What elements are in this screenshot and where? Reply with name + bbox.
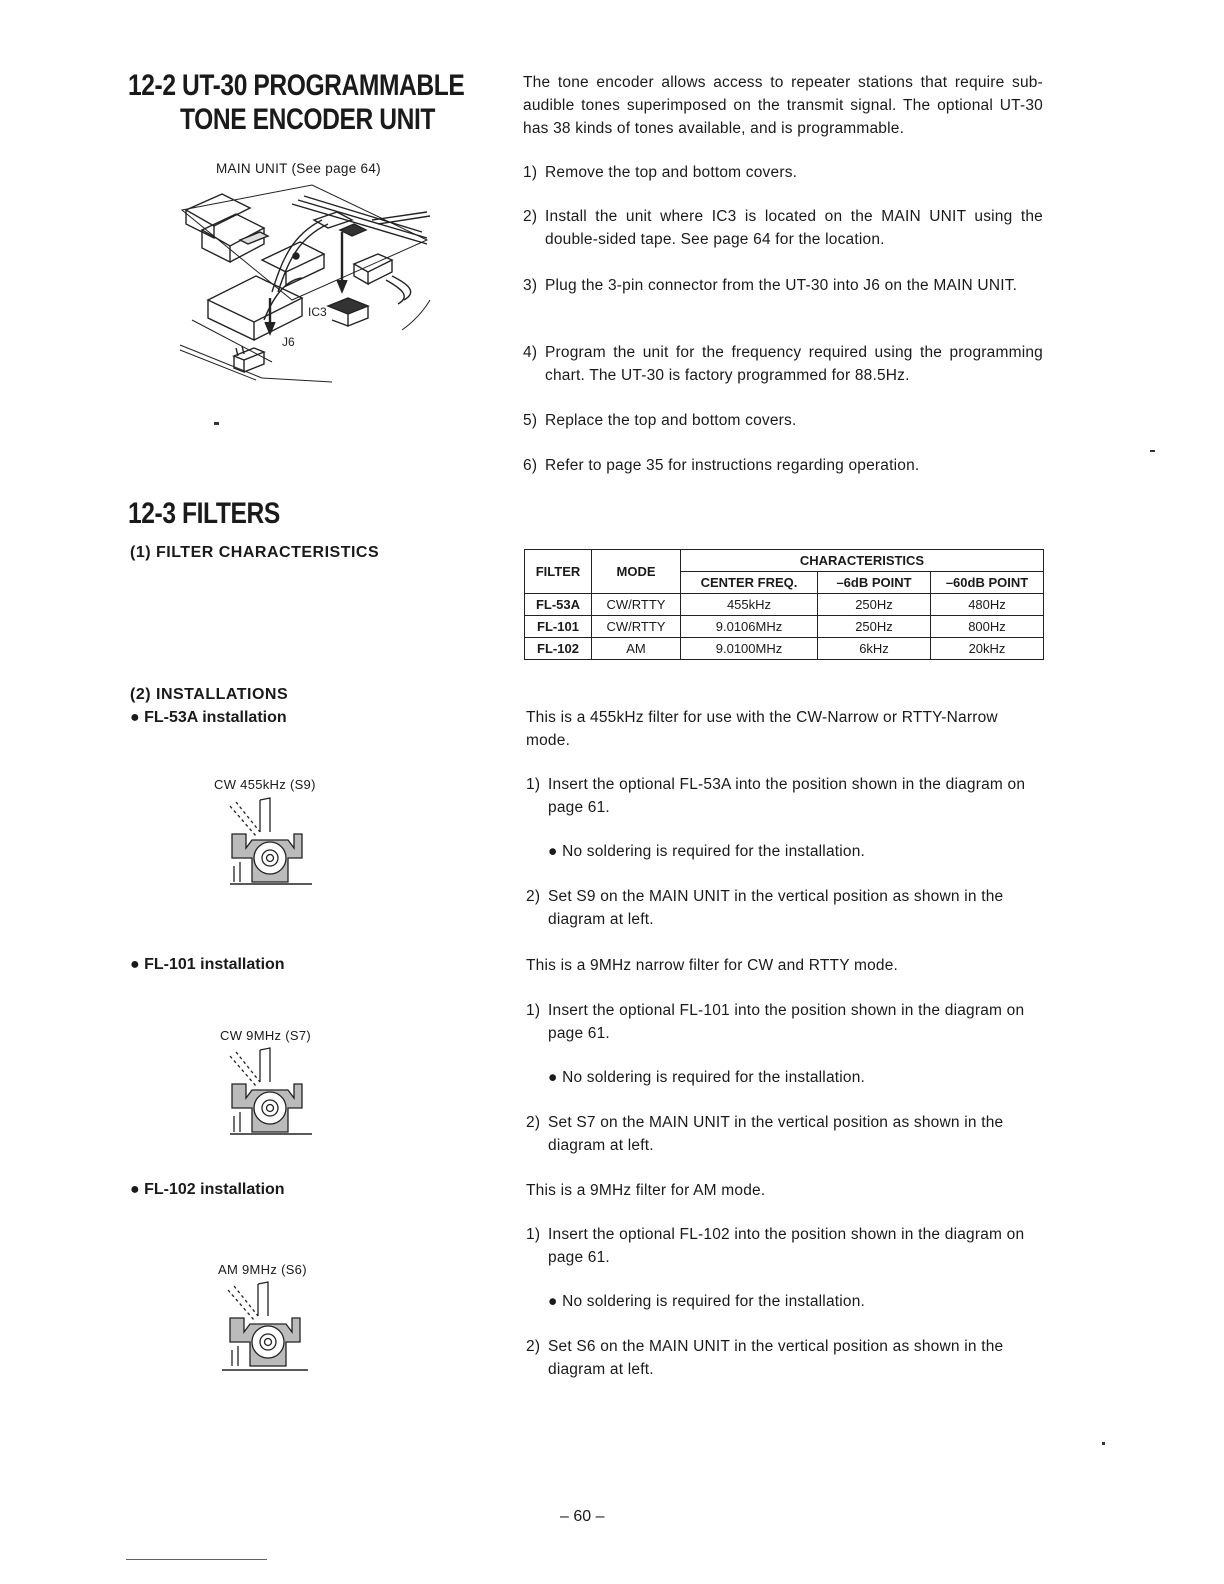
col-filter-header: FILTER [525,550,592,594]
fl101-switch-caption: CW 9MHz (S7) [220,1028,311,1043]
scan-speck [1102,1442,1105,1445]
j6-label: J6 [282,335,295,349]
sub-60db-header: –60dB POINT [931,572,1044,594]
installations-heading: (2) INSTALLATIONS [130,686,289,703]
fl102-intro: This is a 9MHz filter for AM mode. [526,1182,766,1199]
fl53a-switch-caption: CW 455kHz (S9) [214,777,316,792]
table-row: FL-102 AM 9.0100MHz 6kHz 20kHz [525,638,1044,660]
fl53a-switch-diagram [222,796,314,888]
section-12-2-title-line1: 12-2 UT-30 PROGRAMMABLE [128,69,465,102]
fl102-switch-caption: AM 9MHz (S6) [218,1262,307,1277]
section-12-2-title-line2: TONE ENCODER UNIT [180,103,435,136]
page-number: – 60 – [560,1508,605,1525]
col-characteristics-header: CHARACTERISTICS [681,550,1044,572]
fl53a-intro: This is a 455kHz filter for use with the CW-Narrow or RTTY-Narrow mode. [526,709,998,749]
filter-characteristics-table [524,549,1044,660]
fl53a-no-solder-note: ● No soldering is required for the installation. [548,843,866,860]
table-row: FL-53A CW/RTTY 455kHz 250Hz 480Hz [525,594,1044,616]
ic3-label: IC3 [308,305,327,319]
ut30-intro-paragraph: The tone encoder allows access to repeater stations that require sub-audible tones superimposed on the transmit signal. The optional UT-30 has 38 kinds of tones available, and is programmable. [523,74,1043,137]
fl102-no-solder-note: ● No soldering is required for the installation. [548,1293,866,1310]
scan-edge-line [126,1559,267,1560]
fl101-switch-diagram [222,1046,314,1138]
table-row: FL-101 CW/RTTY 9.0106MHz 250Hz 800Hz [525,616,1044,638]
filter-characteristics-heading: (1) FILTER CHARACTERISTICS [130,544,380,561]
fl101-heading: ● FL-101 installation [130,956,285,973]
scan-speck [214,422,219,425]
sub-6db-header: –6dB POINT [818,572,931,594]
main-unit-diagram [172,180,432,385]
main-unit-figure-caption: MAIN UNIT (See page 64) [216,161,381,176]
fl53a-heading: ● FL-53A installation [130,709,287,726]
section-12-3-title: 12-3 FILTERS [128,497,280,530]
scan-speck [1150,450,1155,452]
fl102-heading: ● FL-102 installation [130,1181,285,1198]
fl102-switch-diagram [220,1280,312,1372]
sub-center-freq-header: CENTER FREQ. [681,572,818,594]
fl101-intro: This is a 9MHz narrow filter for CW and RTTY mode. [526,957,899,974]
col-mode-header: MODE [592,550,681,594]
fl101-no-solder-note: ● No soldering is required for the installation. [548,1069,866,1086]
